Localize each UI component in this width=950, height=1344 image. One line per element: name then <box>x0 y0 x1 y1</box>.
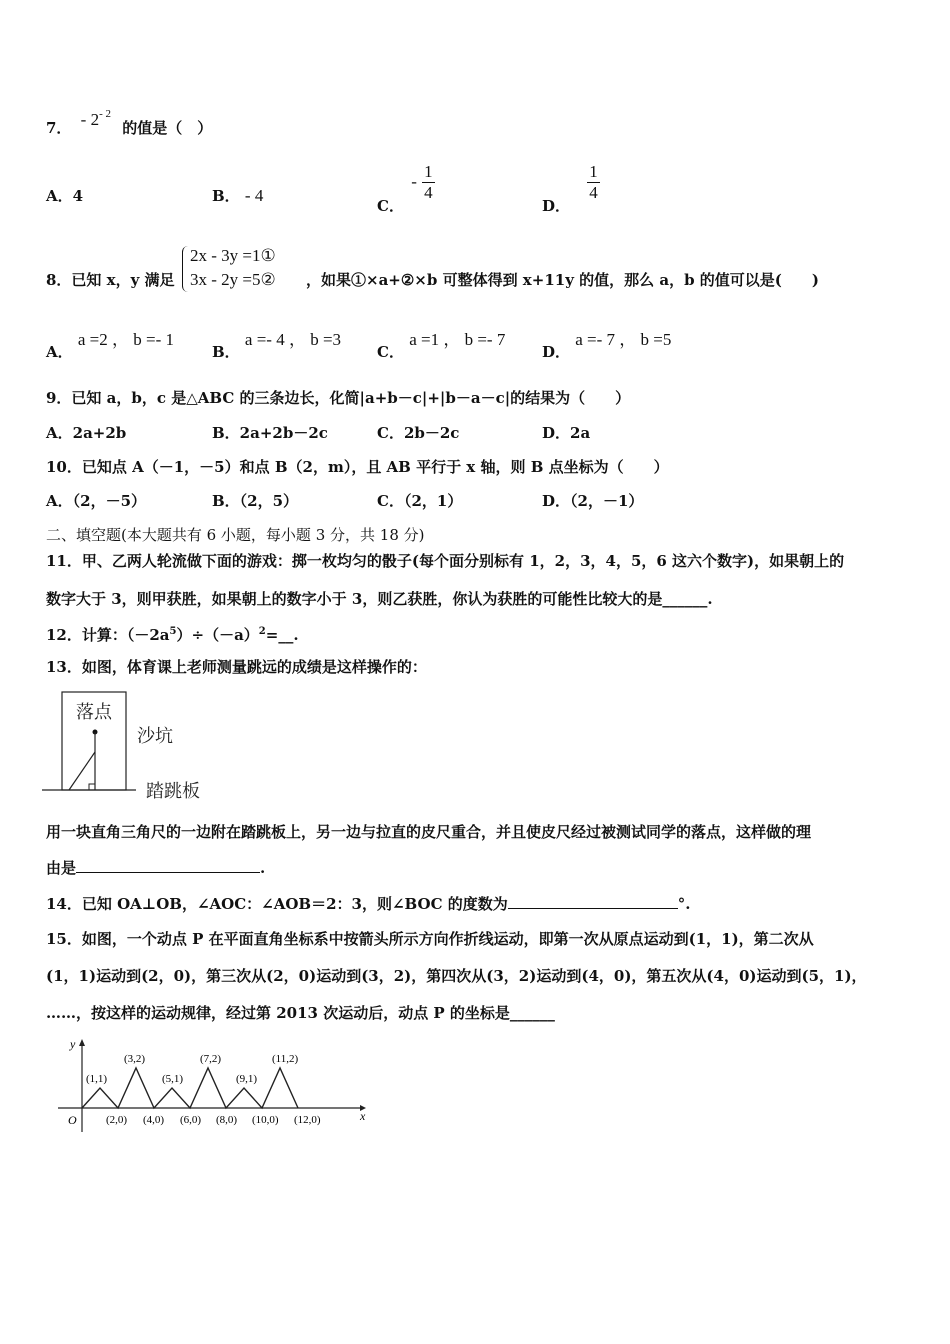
q11-line-2: 数字大于 3，则甲获胜，如果朝上的数字小于 3，则乙获胜，你认为获胜的可能性比较大的是______. <box>46 590 713 608</box>
bottom-label-1: (2,0) <box>106 1114 128 1126</box>
q8-brace <box>182 246 189 292</box>
peak-label-5: (9,1) <box>236 1073 258 1085</box>
q7-option-b[interactable] <box>212 186 263 206</box>
q15-line-3: ……，按这样的运动规律，经过第 2013 次运动后，动点 P 的坐标是______ <box>46 1004 555 1022</box>
q7-option-d-denominator: 4 <box>589 183 598 202</box>
peak-label-3: (5,1) <box>162 1073 184 1085</box>
q8-option-a[interactable] <box>46 330 175 361</box>
q7-stem <box>46 108 213 138</box>
q8-option-b[interactable] <box>212 330 342 361</box>
q10-option-a[interactable]: A．（2，－5） <box>46 492 147 510</box>
q8-option-c-value: a =1 ， b =- 7 <box>409 330 506 349</box>
q7-expr-exponent: - 2 <box>99 108 112 120</box>
q12-stem <box>46 622 299 645</box>
peak-label-4: (7,2) <box>200 1053 222 1065</box>
q8-equation-1: 2x - 3y =1① <box>190 246 276 265</box>
q8-prefix: 8．已知 x，y 满足 <box>46 271 175 289</box>
q13-line-2 <box>46 858 265 878</box>
y-axis-label: y <box>70 1037 76 1051</box>
q7-option-a[interactable]: A．4 <box>46 187 84 205</box>
q7-option-c[interactable] <box>377 162 435 215</box>
bottom-label-6: (12,0) <box>294 1114 321 1126</box>
q13-line-2-suffix: . <box>260 859 266 877</box>
q7-expr-base: - 2 <box>80 110 100 129</box>
q8-option-a-label: A． <box>46 343 73 361</box>
zigzag-path <box>82 1068 298 1108</box>
q12-text-a: 12．计算：（－2a <box>46 626 170 644</box>
q9-option-a[interactable]: A．2a+2b <box>46 424 127 442</box>
q13-answer-blank[interactable] <box>76 858 260 873</box>
peak-label-1: (1,1) <box>86 1073 108 1085</box>
section-2-title: 二、填空题(本大题共有 6 小题，每小题 3 分，共 18 分) <box>46 526 425 544</box>
peak-label-2: (3,2) <box>124 1053 146 1065</box>
q7-option-b-value: - 4 <box>244 186 264 205</box>
right-angle-mark <box>89 784 95 790</box>
x-axis-label: x <box>360 1109 366 1123</box>
q10-option-c[interactable]: C．（2，1） <box>377 492 463 510</box>
q8-option-c[interactable] <box>377 330 506 361</box>
y-axis-arrow <box>79 1039 85 1046</box>
q8-option-a-value: a =2 ， b =- 1 <box>77 330 175 349</box>
q7-option-d[interactable] <box>542 162 600 215</box>
q7-option-d-label: D． <box>542 196 571 215</box>
q7-stem-text: 的值是（ ） <box>122 119 213 137</box>
q9-option-b[interactable]: B．2a+2b－2c <box>212 424 328 442</box>
q12-text-c: =__. <box>265 626 299 644</box>
origin-label: O <box>68 1113 77 1127</box>
bottom-label-3: (6,0) <box>180 1114 202 1126</box>
q8-equation-2: 3x - 2y =5② <box>190 270 276 289</box>
bottom-label-2: (4,0) <box>143 1114 165 1126</box>
q7-option-d-fraction <box>587 162 600 203</box>
q12-exponent-1: 5 <box>169 626 177 637</box>
q7-option-d-numerator: 1 <box>589 162 598 181</box>
q15-line-1: 15．如图，一个动点 P 在平面直角坐标系中按箭头所示方向作折线运动，即第一次从原点运动到(1，1)，第二次从 <box>46 930 814 948</box>
q13-line-2-prefix: 由是 <box>46 859 77 877</box>
q8-option-c-label: C． <box>377 343 404 361</box>
q8-option-d-label: D． <box>542 343 571 361</box>
q7-option-c-label: C． <box>377 196 404 215</box>
landing-label: 落点 <box>76 702 112 722</box>
q13-long-jump-figure <box>40 690 220 805</box>
q7-option-b-label: B． <box>212 187 240 205</box>
q9-option-d[interactable]: D．2a <box>542 424 591 442</box>
q8-suffix: ，如果①×a+②×b 可整体得到 x+11y 的值，那么 a，b 的值可以是( ) <box>306 271 819 289</box>
q7-option-c-numerator: 1 <box>424 162 433 181</box>
q8-option-b-label: B． <box>212 343 240 361</box>
q15-line-2: (1，1)运动到(2，0)，第三次从(2，0)运动到(3，2)，第四次从(3，2)运动到(4，0)，第五次从(4，0)运动到(5，1)， <box>46 967 867 985</box>
q9-option-c[interactable]: C．2b－2c <box>377 424 460 442</box>
q13-line-1: 用一块直角三角尺的一边附在踏跳板上，另一边与拉直的皮尺重合，并且使皮尺经过被测试同学的落点，这样做的理 <box>46 823 812 841</box>
q14-prefix: 14．已知 OA⊥OB，∠AOC：∠AOB＝2：3，则∠BOC 的度数为 <box>46 895 508 913</box>
q10-option-d[interactable]: D．（2，－1） <box>542 492 644 510</box>
board-label: 踏跳板 <box>146 781 200 801</box>
q12-exponent-2: 2 <box>258 626 266 637</box>
bottom-label-5: (10,0) <box>252 1114 279 1126</box>
q8-equation-system <box>182 244 276 292</box>
q10-stem: 10．已知点 A（－1，－5）和点 B（2，m），且 AB 平行于 x 轴，则 B 点坐标为（ ） <box>46 458 669 476</box>
q7-option-c-fraction <box>422 162 435 203</box>
q12-text-b: ）÷（－a） <box>176 626 259 644</box>
q8-option-b-value: a =- 4 ， b =3 <box>244 330 342 349</box>
q13-stem: 13．如图，体育课上老师测量跳远的成绩是这样操作的： <box>46 658 427 676</box>
q14-answer-blank[interactable] <box>508 894 678 909</box>
q14-suffix: °. <box>677 895 691 913</box>
sandpit-label: 沙坑 <box>137 726 173 746</box>
q8-option-d-value: a =- 7 ， b =5 <box>575 330 672 349</box>
peak-label-6: (11,2) <box>272 1053 299 1065</box>
q7-option-c-sign: - <box>411 171 417 191</box>
q7-option-c-denominator: 4 <box>424 183 433 202</box>
q14-stem <box>46 894 690 914</box>
q15-zigzag-figure <box>48 1036 378 1136</box>
q10-option-b[interactable]: B．（2，5） <box>212 492 299 510</box>
bottom-label-4: (8,0) <box>216 1114 238 1126</box>
q8-option-d[interactable] <box>542 330 672 361</box>
q7-number: 7． <box>46 119 72 137</box>
q9-stem: 9．已知 a，b，c 是△ABC 的三条边长，化简|a+b－c|+|b－a－c|的结果为（ ） <box>46 389 631 407</box>
q11-line-1: 11．甲、乙两人轮流做下面的游戏：掷一枚均匀的骰子(每个面分别标有 1，2，3，4，5，6 这六个数字)，如果朝上的 <box>46 552 845 570</box>
